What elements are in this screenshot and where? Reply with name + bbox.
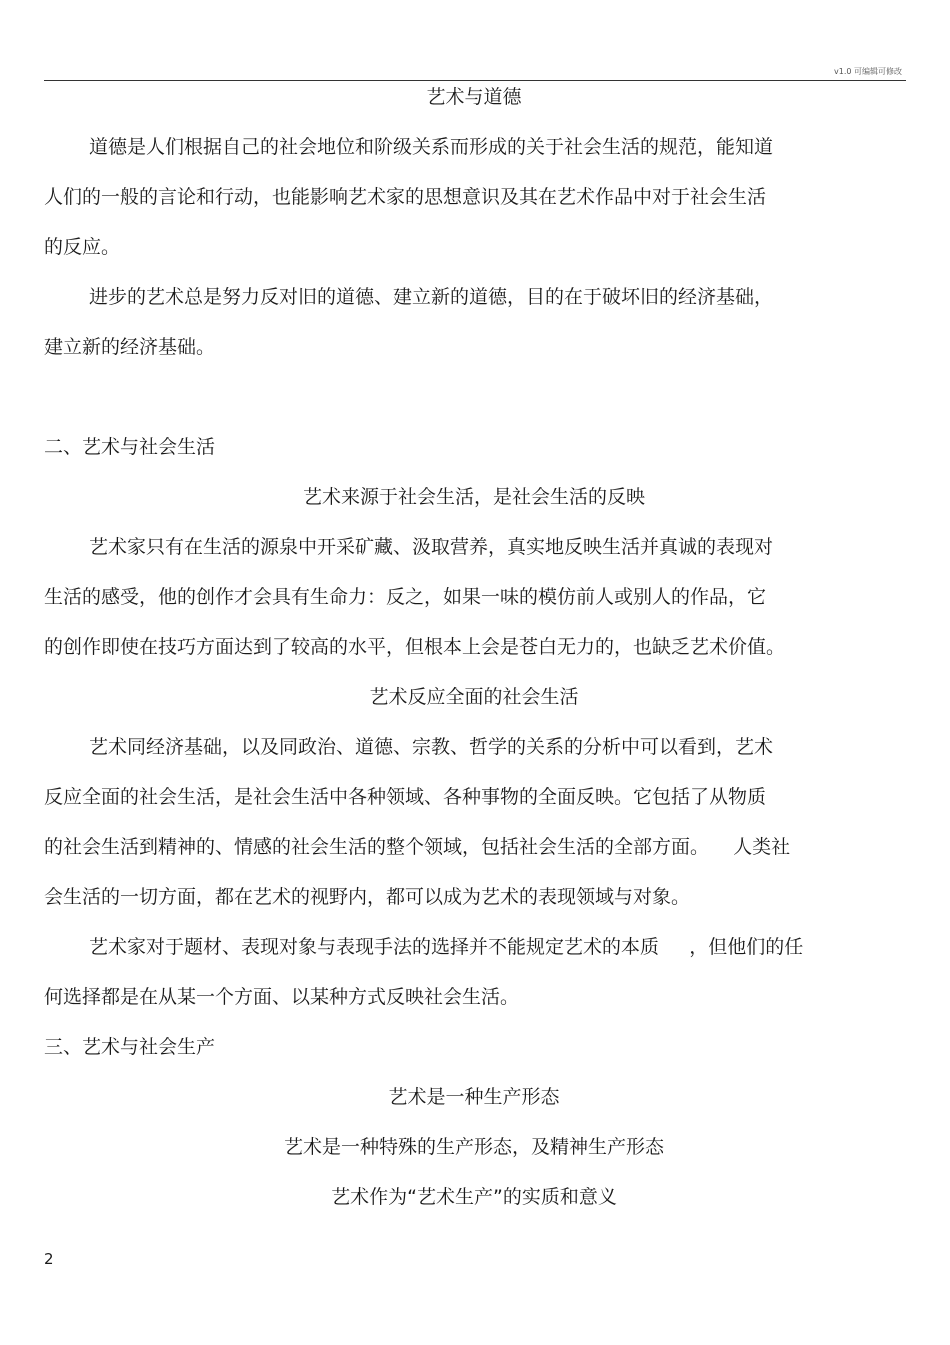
paragraph-line: 人们的一般的言论和行动，也能影响艺术家的思想意识及其在艺术作品中对于社会生活 [44, 186, 767, 208]
paragraph-line: 的创作即使在技巧方面达到了较高的水平，但根本上会是苍白无力的，也缺乏艺术价值。 [44, 636, 786, 658]
paragraph-line: 艺术家对于题材、表现对象与表现手法的选择并不能规定艺术的本质 ，但他们的任 [89, 936, 804, 958]
section-heading: 三、艺术与社会生产 [44, 1036, 216, 1058]
paragraph-line: 何选择都是在从某一个方面、以某种方式反映社会生活。 [44, 986, 520, 1008]
paragraph-line: 道德是人们根据自己的社会地位和阶级关系而形成的关于社会生活的规范，能知道 [89, 136, 774, 158]
subtitle: 艺术来源于社会生活，是社会生活的反映 [302, 486, 645, 508]
document-body [44, 84, 904, 1234]
page-number: 2 [44, 1250, 54, 1268]
paragraph-line: 艺术家只有在生活的源泉中开采矿藏、汲取营养，真实地反映生活并真诚的表现对 [89, 536, 774, 558]
section-title: 艺术与道德 [426, 86, 522, 108]
paragraph-line: 会生活的一切方面，都在艺术的视野内，都可以成为艺术的表现领域与对象。 [44, 886, 691, 908]
paragraph-line: 进步的艺术总是努力反对旧的道德、建立新的道德，目的在于破坏旧的经济基础， [89, 286, 774, 308]
paragraph-line: 反应全面的社会生活，是社会生活中各种领域、各种事物的全面反映。它包括了从物质 [44, 786, 767, 808]
subtitle: 艺术反应全面的社会生活 [369, 686, 579, 708]
version-note: v1.0 可编辑可修改 [834, 67, 902, 76]
subtitle: 艺术作为“艺术生产”的实质和意义 [331, 1186, 617, 1208]
subtitle: 艺术是一种特殊的生产形态，及精神生产形态 [283, 1136, 664, 1158]
subtitle: 艺术是一种生产形态 [388, 1086, 560, 1108]
section-heading: 二、艺术与社会生活 [44, 436, 216, 458]
header-rule [44, 80, 906, 81]
paragraph-line: 艺术同经济基础，以及同政治、道德、宗教、哲学的关系的分析中可以看到，艺术 [89, 736, 774, 758]
paragraph-line: 建立新的经济基础。 [44, 336, 216, 358]
paragraph-line: 的反应。 [44, 236, 121, 258]
blank-line [44, 384, 904, 434]
paragraph-line: 的社会生活到精神的、情感的社会生活的整个领域，包括社会生活的全部方面。 人类社 [44, 836, 791, 858]
paragraph-line: 生活的感受，他的创作才会具有生命力：反之，如果一味的模仿前人或别人的作品，它 [44, 586, 767, 608]
